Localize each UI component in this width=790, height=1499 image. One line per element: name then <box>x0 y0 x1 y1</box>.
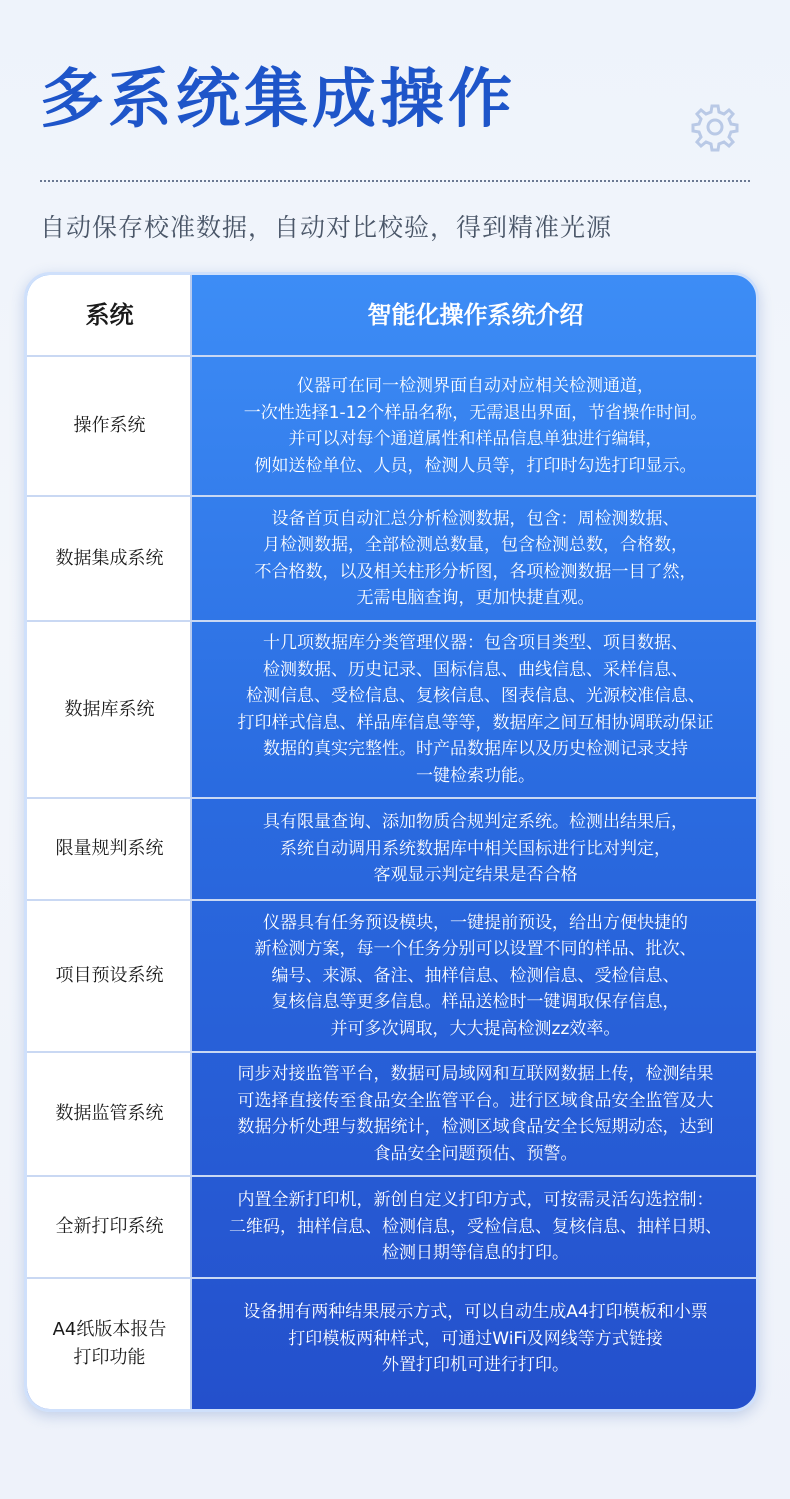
description-line: 内置全新打印机，新创自定义打印方式，可按需灵活勾选控制： <box>237 1190 714 1211</box>
column-header-system: 系统 <box>85 301 134 329</box>
system-description <box>192 1279 759 1399</box>
description-line: 并可以对每个通道属性和样品信息单独进行编辑， <box>288 429 663 449</box>
description-line: 可选择直接传至食品安全监管平台。进行区域食品安全监管及大 <box>237 1090 714 1111</box>
system-name: 操作系统 <box>73 415 146 436</box>
system-name-line: A4纸版本报告 <box>52 1319 167 1340</box>
description-line: 客观显示判定结果是否合格 <box>373 865 578 886</box>
system-description <box>192 1177 759 1277</box>
description-line: 系统自动调用系统数据库中相关国标进行比对判定， <box>280 838 671 859</box>
description-line: 无需电脑查询，更加快捷直观。 <box>356 588 595 608</box>
system-table <box>24 272 759 1412</box>
description-line: 一次性选择1-12个样品名称，无需退出界面，节省操作时间。 <box>243 402 708 423</box>
system-name: 数据监管系统 <box>55 1103 164 1124</box>
description-line: 编号、来源、备注、抽样信息、检测信息、受检信息、 <box>271 965 680 986</box>
description-line: 设备拥有两种结果展示方式，可以自动生成A4打印模板和小票 <box>243 1302 708 1323</box>
description-line: 一键检索功能。 <box>416 765 535 786</box>
description-line: 例如送检单位、人员，检测人员等，打印时勾选打印显示。 <box>254 455 697 476</box>
description-line: 仪器可在同一检测界面自动对应相关检测通道， <box>297 376 654 396</box>
description-line: 月检测数据，全部检测总数量，包含检测总数，合格数， <box>263 535 688 555</box>
system-name-line: 打印功能 <box>73 1347 146 1368</box>
description-line: 仪器具有任务预设模块，一键提前预设，给出方便快捷的 <box>263 912 688 933</box>
description-line: 十几项数据库分类管理仪器：包含项目类型、项目数据、 <box>263 633 688 653</box>
system-description <box>192 1053 759 1175</box>
divider <box>40 180 750 182</box>
description-line: 不合格数，以及相关柱形分析图，各项检测数据一目了然， <box>254 561 697 582</box>
description-line: 同步对接监管平台，数据可局域网和互联网数据上传，检测结果 <box>237 1064 714 1084</box>
system-description <box>192 901 759 1051</box>
system-name: 数据库系统 <box>64 698 155 720</box>
system-description <box>192 799 759 899</box>
subtitle: 自动保存校准数据，自动对比校验，得到精准光源 <box>40 213 613 242</box>
description-line: 食品安全问题预估、预警。 <box>373 1143 578 1164</box>
description-line: 二维码，抽样信息、检测信息，受检信息、复核信息、抽样日期、 <box>229 1216 722 1237</box>
description-line: 具有限量查询、添加物质合规判定系统。检测出结果后， <box>263 812 688 833</box>
system-description <box>192 357 759 495</box>
description-line: 并可多次调取，大大提高检测zz效率。 <box>330 1018 621 1039</box>
description-line: 外置打印机可进行打印。 <box>381 1355 569 1376</box>
description-line: 打印模板两种样式，可通过WiFi及网线等方式链接 <box>288 1328 663 1349</box>
system-name: 数据集成系统 <box>55 547 164 569</box>
page-title: 多系统集成操作 <box>40 63 516 137</box>
column-header-intro: 智能化操作系统介绍 <box>367 300 584 329</box>
system-name: 项目预设系统 <box>55 965 164 986</box>
description-line: 检测信息、受检信息、复核信息、图表信息、光源校准信息、 <box>246 686 705 706</box>
system-name <box>27 1279 192 1409</box>
description-line: 检测日期等信息的打印。 <box>382 1243 569 1264</box>
description-line: 检测数据、历史记录、国标信息、曲线信息、采样信息、 <box>263 659 688 680</box>
description-line: 数据分析处理与数据统计，检测区域食品安全长短期动态，达到 <box>237 1117 714 1137</box>
system-description <box>192 622 759 797</box>
description-line: 打印样式信息、样品库信息等等，数据库之间互相协调联动保证 <box>237 712 714 733</box>
system-description <box>192 497 759 620</box>
description-line: 设备首页自动汇总分析检测数据，包含：周检测数据、 <box>271 508 680 529</box>
description-line: 复核信息等更多信息。样品送检时一键调取保存信息， <box>271 992 680 1013</box>
gear-icon <box>690 102 740 152</box>
system-name: 限量规判系统 <box>55 838 164 859</box>
description-line: 数据的真实完整性。时产品数据库以及历史检测记录支持 <box>263 739 688 759</box>
description-line: 新检测方案，每一个任务分别可以设置不同的样品、批次、 <box>254 939 697 960</box>
system-name: 全新打印系统 <box>55 1216 164 1237</box>
